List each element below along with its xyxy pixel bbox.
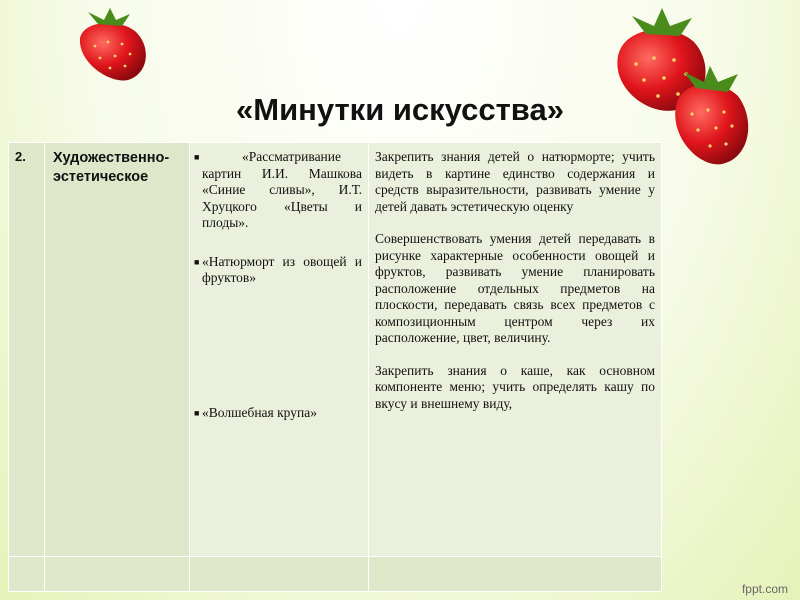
slide-title: «Минутки искусства»	[236, 92, 564, 127]
bullet-icon: ■	[194, 256, 200, 267]
activity-text: «Рассматривание картин И.И. Машкова «Синие сливы», И.Т. Хруцкого «Цветы и плоды».	[202, 149, 362, 230]
activity-item	[196, 149, 362, 232]
goal-text: Закрепить знания о каше, как основном компоненте меню; учить определять кашу по вкусу и внешнему виду,	[375, 362, 655, 411]
activity-text: «Волшебная крупа»	[202, 404, 317, 420]
direction-text: Художественно-эстетическое	[53, 150, 170, 185]
goal-text: Закрепить знания детей о натюрморте; учить видеть в картине единство содержания и средств выразительности, развивать умение у детей давать эстетическую оценку	[375, 149, 655, 214]
activity-text: «Натюрморт из овощей и фруктов»	[202, 253, 362, 285]
direction-cell	[45, 143, 190, 557]
activities-cell	[190, 143, 369, 557]
empty-cell	[9, 557, 45, 592]
row-number: 2.	[9, 143, 45, 557]
bullet-icon: ■	[194, 407, 200, 418]
activity-item	[196, 254, 362, 287]
lesson-table	[8, 142, 662, 592]
empty-cell	[190, 557, 369, 592]
watermark: fppt.com	[741, 582, 788, 596]
activity-item	[196, 405, 362, 422]
empty-cell	[45, 557, 190, 592]
table-row	[9, 143, 662, 557]
goal-text: Совершенствовать умения детей передавать в рисунке характерные особенности овощей и фруктов, развивать умение планировать расположение отдельных предметов на плоскости, передавать связь всех предметов с композиционным центром через их расположение, цвет, величину.	[375, 231, 655, 345]
goals-cell	[369, 143, 662, 557]
table-row	[9, 557, 662, 592]
empty-cell	[369, 557, 662, 592]
strawberry-icon	[70, 8, 154, 86]
bullet-icon: ■	[194, 152, 200, 162]
